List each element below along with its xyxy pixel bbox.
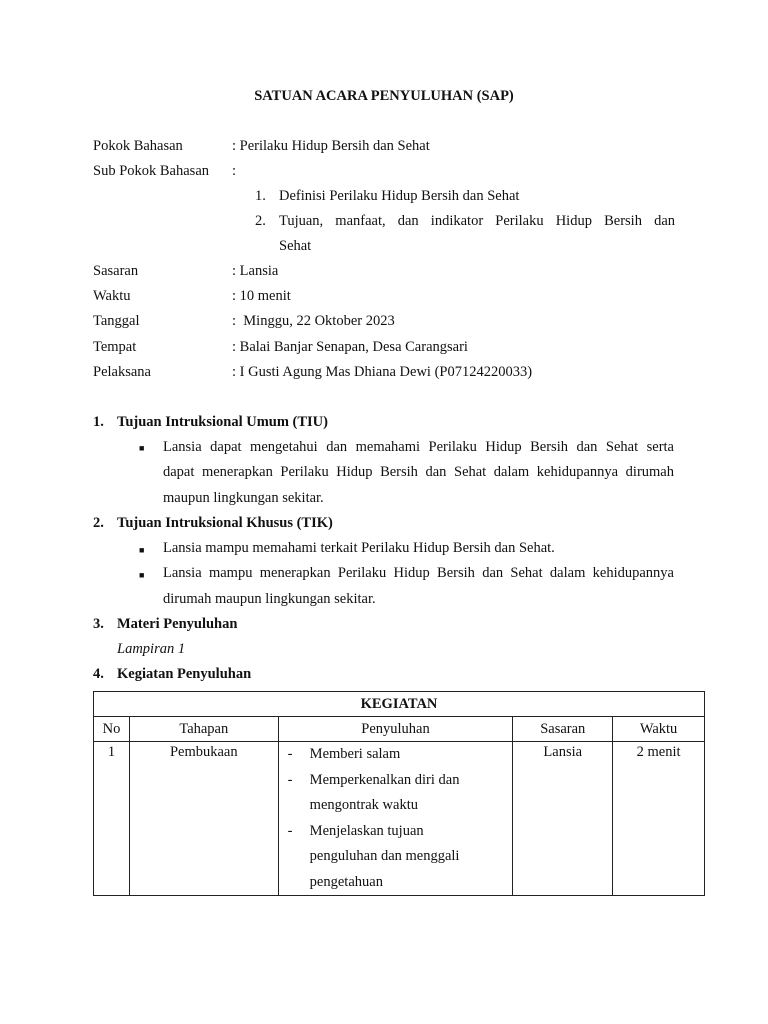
tiu-bullet-text: Lansia dapat mengetahui dan memahami Perilaku Hidup Bersih dan Sehat serta [163, 439, 674, 455]
info-value-tempat: : Balai Banjar Senapan, Desa Carangsari [232, 339, 468, 355]
section-title-tik: Tujuan Intruksional Khusus (TIK) [117, 515, 333, 531]
info-value-pokok-bahasan: : Perilaku Hidup Bersih dan Sehat [232, 138, 430, 154]
info-value-sub-pokok-bahasan: : [232, 163, 237, 179]
cell-tahapan [129, 742, 278, 896]
column-header-sasaran: Sasaran [513, 717, 613, 742]
list-item-text: Menjelaskan tujuan [309, 822, 424, 839]
list-item [279, 819, 513, 896]
cell-sasaran-text: Lansia [543, 744, 583, 760]
section-number: 3. [93, 616, 104, 632]
tiu-bullet-text: dapat menerapkan Perilaku Hidup Bersih dan Sehat dalam kehidupannya dirumah [163, 464, 674, 480]
sub-item-number: 2. [255, 213, 266, 229]
column-header-waktu: Waktu [613, 717, 705, 742]
cell-waktu [613, 742, 705, 896]
dash-marker: - [287, 771, 293, 788]
sub-item-text: Definisi Perilaku Hidup Bersih dan Sehat [279, 188, 520, 204]
dash-marker: - [287, 746, 293, 762]
list-item-text: pengetahuan [309, 873, 383, 890]
document-title: SATUAN ACARA PENYULUHAN (SAP) [254, 88, 514, 104]
materi-note: Lampiran 1 [117, 641, 186, 657]
info-label-tanggal: Tanggal [93, 313, 140, 329]
list-item-text: Memperkenalkan diri dan [309, 771, 460, 788]
sub-item-text: Tujuan, manfaat, dan indikator Perilaku Hidup Bersih dan [279, 213, 675, 229]
info-label-waktu: Waktu [93, 288, 131, 304]
info-value-pelaksana: : I Gusti Agung Mas Dhiana Dewi (P07124220033) [232, 364, 533, 380]
cell-no [94, 742, 130, 896]
info-value-sasaran: : Lansia [232, 263, 279, 279]
sub-item-text-continued: Sehat [279, 238, 312, 254]
info-value-tanggal: : Minggu, 22 Oktober 2023 [232, 313, 395, 329]
cell-sasaran [513, 742, 613, 896]
tik-bullet-text: Lansia mampu memahami terkait Perilaku Hidup Bersih dan Sehat. [163, 540, 555, 556]
info-label-sub-pokok-bahasan: Sub Pokok Bahasan [93, 163, 209, 179]
cell-penyuluhan [278, 742, 513, 896]
list-item-text: mengontrak waktu [309, 797, 418, 813]
bullet-icon: ■ [139, 545, 145, 555]
kegiatan-table [93, 691, 705, 896]
section-number: 4. [93, 666, 104, 682]
list-item [279, 768, 513, 819]
column-header-penyuluhan: Penyuluhan [278, 717, 513, 742]
cell-no-text: 1 [107, 744, 116, 760]
bullet-icon: ■ [139, 443, 145, 453]
dash-marker: - [287, 822, 293, 839]
section-title-materi: Materi Penyuluhan [117, 616, 238, 632]
info-label-pokok-bahasan: Pokok Bahasan [93, 138, 183, 154]
bullet-icon: ■ [139, 570, 145, 580]
section-title-kegiatan: Kegiatan Penyuluhan [117, 666, 252, 682]
info-label-pelaksana: Pelaksana [93, 364, 151, 380]
penyuluhan-list [279, 742, 513, 895]
section-number: 2. [93, 515, 104, 531]
tiu-bullet-text: maupun lingkungan sekitar. [163, 490, 324, 506]
column-header-no: No [94, 717, 130, 742]
list-item-text: penguluhan dan menggali [309, 848, 460, 864]
cell-waktu-text: 2 menit [636, 744, 681, 760]
info-value-waktu: : 10 menit [232, 288, 291, 304]
table-heading: KEGIATAN [94, 692, 705, 717]
sub-item-number: 1. [255, 188, 266, 204]
info-label-sasaran: Sasaran [93, 263, 139, 279]
section-number: 1. [93, 414, 104, 430]
tik-bullet-text: dirumah maupun lingkungan sekitar. [163, 591, 376, 607]
list-item-text: Memberi salam [309, 746, 401, 762]
list-item [279, 742, 513, 768]
section-title-tiu: Tujuan Intruksional Umum (TIU) [117, 414, 328, 430]
tik-bullet-text: Lansia mampu menerapkan Perilaku Hidup Bersih dan Sehat dalam kehidupannya [163, 565, 674, 581]
info-label-tempat: Tempat [93, 339, 137, 355]
cell-tahapan-text: Pembukaan [169, 744, 238, 760]
table-row [94, 742, 705, 896]
column-header-tahapan: Tahapan [129, 717, 278, 742]
